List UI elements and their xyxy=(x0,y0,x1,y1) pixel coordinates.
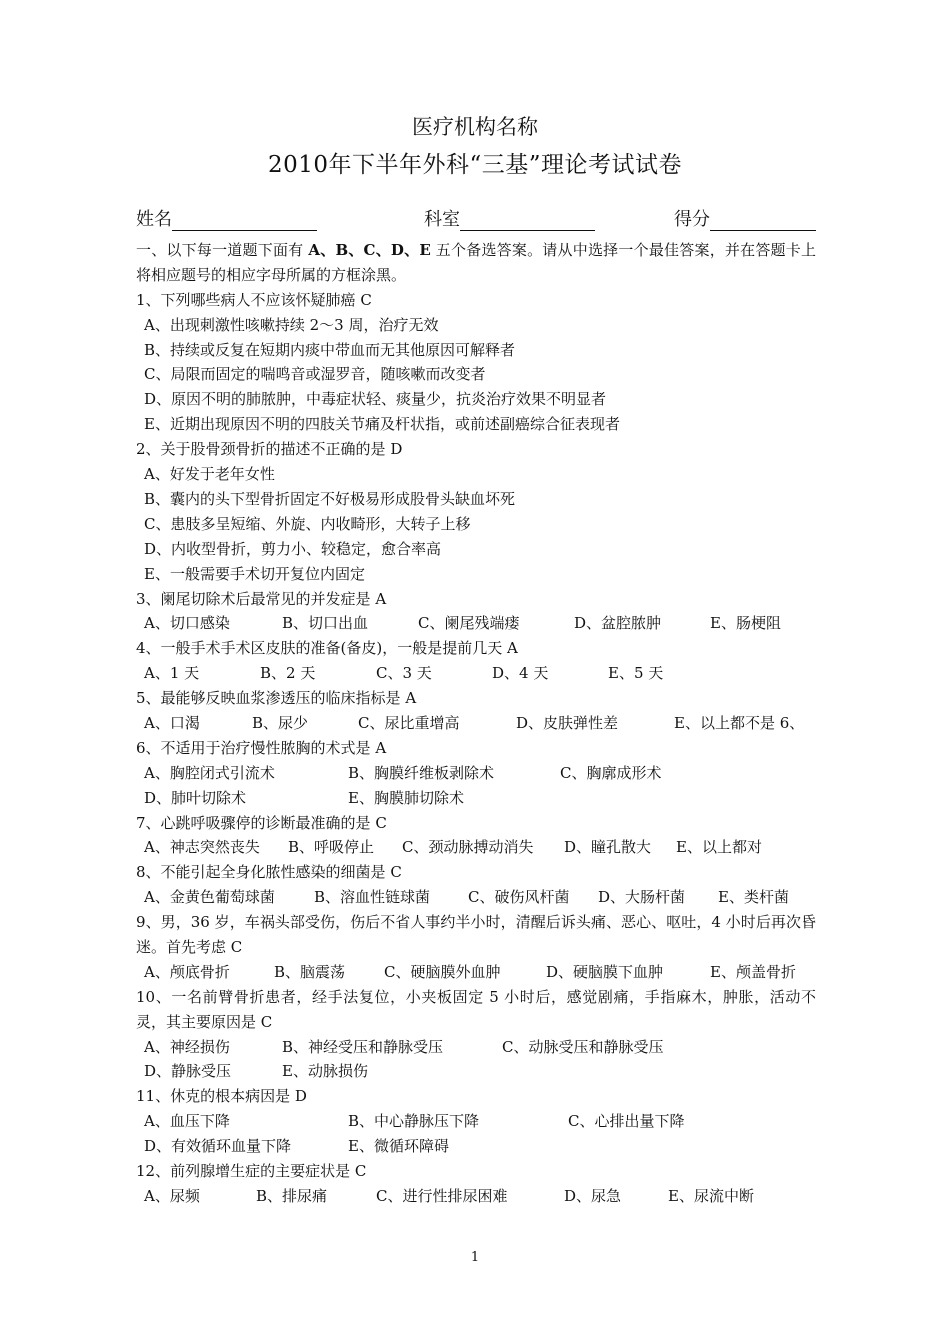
question-12: 12、前列腺增生症的主要症状是 C xyxy=(136,1162,367,1181)
q10-option-c: C、动脉受压和静脉受压 xyxy=(502,1037,664,1056)
q7-option-e: E、以上都对 xyxy=(676,838,762,857)
score-field[interactable] xyxy=(674,205,816,231)
q9-option-e: E、颅盖骨折 xyxy=(710,962,796,981)
q5-option-d: D、皮肤弹性差 xyxy=(516,713,619,732)
name-field[interactable] xyxy=(136,205,317,231)
department-blank[interactable] xyxy=(460,208,595,231)
q8-options xyxy=(136,885,816,910)
q10-options-row2 xyxy=(136,1059,816,1084)
q11-option-b: B、中心静脉压下降 xyxy=(348,1112,480,1131)
q6-option-b: B、胸膜纤维板剥除术 xyxy=(348,763,495,782)
question-8: 8、不能引起全身化脓性感染的细菌是 C xyxy=(136,863,402,882)
q9-option-c: C、硬脑膜外血肿 xyxy=(384,962,501,981)
q6-option-a: A、胸腔闭式引流术 xyxy=(144,763,275,782)
q12-option-a: A、尿频 xyxy=(144,1186,200,1205)
q3-option-b: B、切口出血 xyxy=(282,614,369,633)
q7-option-a: A、神志突然丧失 xyxy=(144,838,260,857)
q10-option-a: A、神经损伤 xyxy=(144,1037,230,1056)
q4-options xyxy=(136,661,816,686)
q1-option-e: E、近期出现原因不明的四肢关节痛及杆状指，或前述副癌综合征表现者 xyxy=(144,415,620,434)
q3-option-d: D、盆腔脓肿 xyxy=(574,614,662,633)
question-4: 4、一般手术手术区皮肤的准备(备皮)，一般是提前几天 A xyxy=(136,639,518,658)
q6-options-row2 xyxy=(136,786,816,811)
q10-option-b: B、神经受压和静脉受压 xyxy=(282,1037,444,1056)
section-instruction: 一、以下每一道题下面有 A、B、C、D、E 五个备选答案。请从中选择一个最佳答案，并在答题卡上将相应题号的相应字母所属的方框涂黑。 xyxy=(136,241,816,284)
q5-options xyxy=(136,711,816,736)
q3-options xyxy=(136,611,816,636)
question-6: 6、不适用于治疗慢性脓胸的术式是 A xyxy=(136,738,387,757)
q8-option-e: E、类杆菌 xyxy=(718,888,789,907)
q2-option-d: D、内收型骨折，剪力小、较稳定，愈合率高 xyxy=(144,539,442,558)
q11-option-a: A、血压下降 xyxy=(144,1112,230,1131)
q12-options xyxy=(136,1184,816,1209)
q2-option-e: E、一般需要手术切开复位内固定 xyxy=(144,564,365,583)
q4-option-e: E、5 天 xyxy=(608,664,664,683)
q11-options-row2 xyxy=(136,1134,816,1159)
q2-option-b: B、囊内的头下型骨折固定不好极易形成股骨头缺血坏死 xyxy=(144,489,516,508)
q1-option-c: C、局限而固定的喘鸣音或湿罗音，随咳嗽而改变者 xyxy=(144,365,486,384)
q5-option-a: A、口渴 xyxy=(144,713,200,732)
q2-option-a: A、好发于老年女性 xyxy=(144,465,275,484)
question-10: 10、一名前臂骨折患者，经手法复位，小夹板固定 5 小时后，感觉剧痛，手指麻木，肿胀，活动不灵，其主要原因是 C xyxy=(136,987,816,1031)
q8-option-c: C、破伤风杆菌 xyxy=(468,888,570,907)
q4-option-c: C、3 天 xyxy=(376,664,432,683)
score-blank[interactable] xyxy=(710,208,816,231)
q6-option-d: D、肺叶切除术 xyxy=(144,788,247,807)
q3-option-e: E、肠梗阻 xyxy=(710,614,781,633)
score-label: 得分 xyxy=(674,209,710,230)
question-5: 5、最能够反映血浆渗透压的临床指标是 A xyxy=(136,689,417,708)
q9-option-d: D、硬脑膜下血肿 xyxy=(546,962,664,981)
q2-option-c: C、患肢多呈短缩、外旋、内收畸形，大转子上移 xyxy=(144,514,471,533)
q10-option-d: D、静脉受压 xyxy=(144,1062,232,1081)
q4-option-b: B、2 天 xyxy=(260,664,316,683)
q3-option-c: C、阑尾残端瘘 xyxy=(418,614,520,633)
q1-option-b: B、持续或反复在短期内痰中带血而无其他原因可解释者 xyxy=(144,340,516,359)
q11-option-d: D、有效循环血量下降 xyxy=(144,1137,292,1156)
q9-option-a: A、颅底骨折 xyxy=(144,962,230,981)
q8-option-a: A、金黄色葡萄球菌 xyxy=(144,888,275,907)
question-1: 1、下列哪些病人不应该怀疑肺癌 C xyxy=(136,290,372,309)
q10-option-e: E、动脉损伤 xyxy=(282,1062,368,1081)
question-3: 3、阑尾切除术后最常见的并发症是 A xyxy=(136,589,387,608)
q3-option-a: A、切口感染 xyxy=(144,614,230,633)
q1-option-d: D、原因不明的肺脓肿，中毒症状轻、痰量少，抗炎治疗效果不明显者 xyxy=(144,390,607,409)
q6-option-c: C、胸廓成形术 xyxy=(560,763,662,782)
q8-option-b: B、溶血性链球菌 xyxy=(314,888,431,907)
question-2: 2、关于股骨颈骨折的描述不正确的是 D xyxy=(136,440,403,459)
q6-options-row1 xyxy=(136,761,816,786)
department-label: 科室 xyxy=(424,209,460,230)
question-list xyxy=(136,238,816,1209)
q8-option-d: D、大肠杆菌 xyxy=(598,888,686,907)
q12-option-b: B、排尿痛 xyxy=(256,1186,328,1205)
q5-option-e: E、以上都不是 6、 xyxy=(674,713,805,732)
q11-option-e: E、微循环障碍 xyxy=(348,1137,449,1156)
q11-option-c: C、心排出量下降 xyxy=(568,1112,685,1131)
q4-option-d: D、4 天 xyxy=(492,664,549,683)
q7-option-b: B、呼吸停止 xyxy=(288,838,375,857)
q1-option-a: A、出现刺激性咳嗽持续 2～3 周，治疗无效 xyxy=(144,315,439,334)
q10-options-row1 xyxy=(136,1035,816,1060)
q12-option-e: E、尿流中断 xyxy=(668,1186,754,1205)
question-9: 9、男，36 岁，车祸头部受伤，伤后不省人事约半小时，清醒后诉头痛、恶心、呕吐，4 小时后再次昏迷。首先考虑 C xyxy=(136,913,816,956)
q5-option-c: C、尿比重增高 xyxy=(358,713,460,732)
department-field[interactable] xyxy=(424,205,595,231)
q9-options xyxy=(136,960,816,985)
q7-options xyxy=(136,835,816,860)
page-number: 1 xyxy=(470,1250,480,1265)
question-7: 7、心跳呼吸骤停的诊断最准确的是 C xyxy=(136,813,387,832)
q11-options-row1 xyxy=(136,1109,816,1134)
q4-option-a: A、1 天 xyxy=(144,664,200,683)
q6-option-e: E、胸膜肺切除术 xyxy=(348,788,464,807)
q7-option-c: C、颈动脉搏动消失 xyxy=(402,838,534,857)
q5-option-b: B、尿少 xyxy=(252,713,309,732)
exam-title: 2010年下半年外科“三基”理论考试试卷 xyxy=(267,152,683,178)
answer-letters: A、B、C、D、E xyxy=(308,241,431,259)
q12-option-c: C、进行性排尿困难 xyxy=(376,1186,508,1205)
q12-option-d: D、尿急 xyxy=(564,1186,622,1205)
name-blank[interactable] xyxy=(172,208,317,231)
organization-name: 医疗机构名称 xyxy=(412,115,538,139)
question-11: 11、休克的根本病因是 D xyxy=(136,1087,307,1106)
candidate-info xyxy=(136,205,816,235)
q9-option-b: B、脑震荡 xyxy=(274,962,346,981)
name-label: 姓名 xyxy=(136,209,172,230)
q7-option-d: D、瞳孔散大 xyxy=(564,838,652,857)
